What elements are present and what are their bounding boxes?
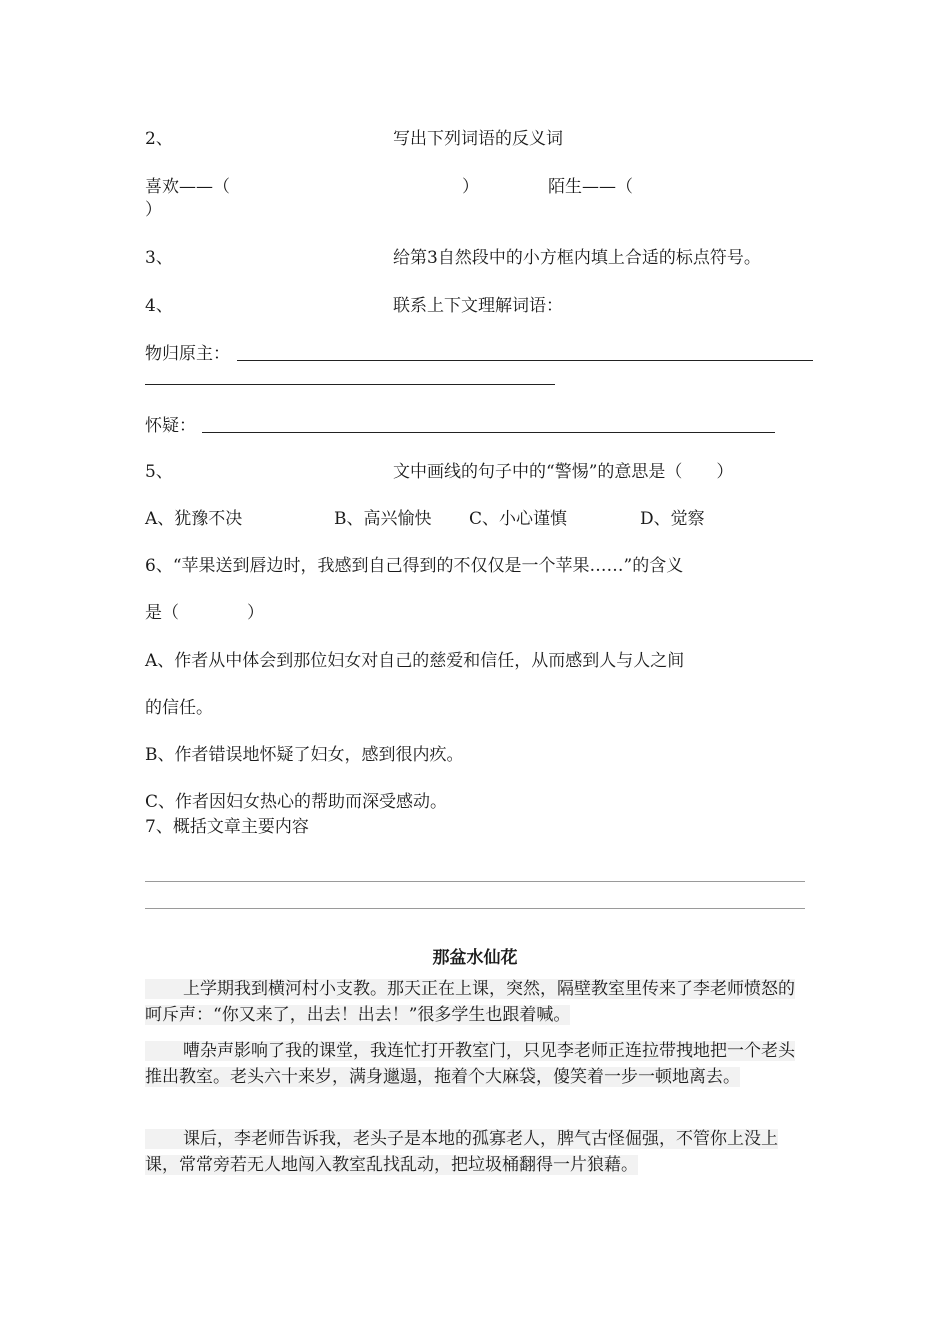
q6-option-c[interactable]: C、作者因妇女热心的帮助而深受感动。: [145, 792, 448, 812]
q4-term1-answer-line-1[interactable]: [237, 360, 813, 361]
story-paragraph-3-text: 课后，李老师告诉我，老头子是本地的孤寡老人，脾气古怪倔强，不管你上没上课，常常旁若无人地闯入教室乱找乱动，把垃圾桶翻得一片狼藉。: [145, 1129, 778, 1175]
q2-close-b: ）: [145, 200, 162, 220]
q3-text: 给第3自然段中的小方框内填上合适的标点符号。: [393, 248, 761, 268]
q5-option-d[interactable]: D、觉察: [640, 509, 705, 529]
q4-term1-label: 物归原主：: [145, 344, 230, 364]
story-paragraph-1: [145, 976, 805, 1028]
story-paragraph-1-text: 上学期我到横河村小支教。那天正在上课，突然，隔壁教室里传来了李老师愤怒的呵斥声：“你又来了，出去！出去！”很多学生也跟着喊。: [145, 979, 795, 1025]
story-paragraph-3: [145, 1126, 805, 1178]
q5-number: 5、: [145, 462, 173, 482]
q3-number: 3、: [145, 248, 173, 268]
q4-text: 联系上下文理解词语：: [393, 296, 563, 316]
q5-option-a[interactable]: A、犹豫不决: [145, 509, 243, 529]
q5-option-c[interactable]: C、小心谨慎: [469, 509, 568, 529]
story-paragraph-2-text: 嘈杂声影响了我的课堂，我连忙打开教室门，只见李老师正连拉带拽地把一个老头推出教室。老头六十来岁，满身邋遢，拖着个大麻袋，傻笑着一步一顿地离去。: [145, 1041, 795, 1087]
q7-text: 7、概括文章主要内容: [145, 817, 309, 837]
q6-question-line-1: 6、“苹果送到唇边时，我感到自己得到的不仅仅是一个苹果……”的含义: [145, 556, 684, 576]
q5-option-b[interactable]: B、高兴愉快: [334, 509, 432, 529]
q6-option-a-line-2: 的信任。: [145, 698, 213, 718]
q2-close-a: ）: [462, 177, 479, 197]
q4-term2-answer-line[interactable]: [202, 432, 775, 433]
q7-answer-line-1[interactable]: [145, 881, 805, 882]
q2-word-b: 陌生——（: [548, 177, 633, 197]
story-title: 那盆水仙花: [432, 948, 518, 968]
q6-option-a-line-1[interactable]: A、作者从中体会到那位妇女对自己的慈爱和信任，从而感到人与人之间: [145, 651, 685, 671]
story-paragraph-2: [145, 1038, 805, 1090]
q2-word-a: 喜欢——（: [145, 177, 230, 197]
q4-term1-answer-line-2[interactable]: [145, 384, 555, 385]
q5-text: 文中画线的句子中的“警惕”的意思是（ ）: [393, 462, 734, 482]
q2-text: 写出下列词语的反义词: [393, 129, 563, 149]
q6-question-line-2: 是（ ）: [145, 603, 264, 623]
q2-number: 2、: [145, 129, 173, 149]
q7-answer-line-2[interactable]: [145, 908, 805, 909]
q4-number: 4、: [145, 296, 173, 316]
q4-term2-label: 怀疑：: [145, 416, 196, 436]
q6-option-b[interactable]: B、作者错误地怀疑了妇女，感到很内疚。: [145, 745, 464, 765]
